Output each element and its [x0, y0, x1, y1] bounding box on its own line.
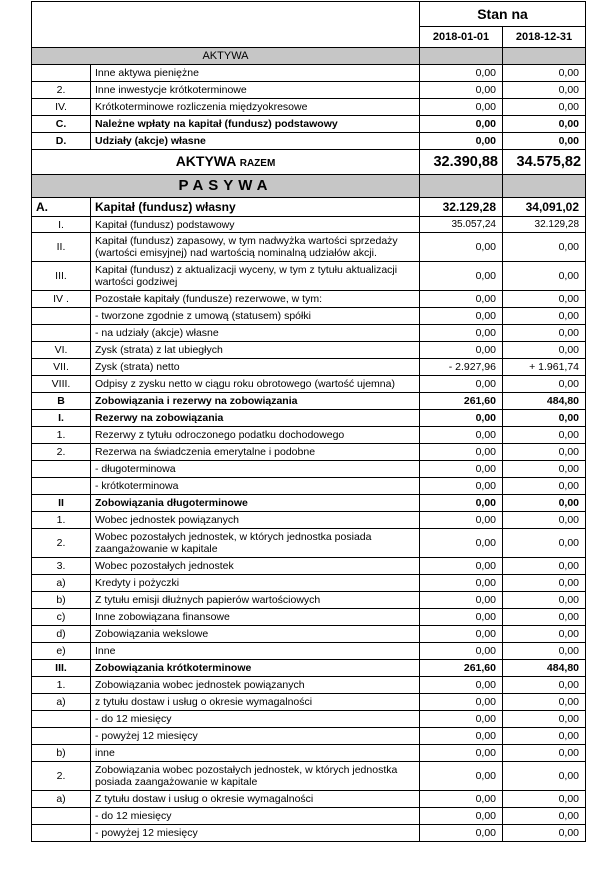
value-2018-12-31: 0,00 — [503, 592, 586, 609]
value-2018-01-01: - 2.927,96 — [420, 359, 503, 376]
value-2018-01-01: 0,00 — [420, 116, 503, 133]
table-row — [32, 325, 586, 342]
value-2018-12-31: 0,00 — [503, 308, 586, 325]
table-row — [32, 217, 586, 233]
value-2018-01-01: 0,00 — [420, 694, 503, 711]
value-2018-12-31: 0,00 — [503, 233, 586, 262]
value-2018-01-01: 0,00 — [420, 427, 503, 444]
value-2018-01-01: 0,00 — [420, 575, 503, 592]
value-2018-12-31: 32.129,28 — [503, 217, 586, 233]
row-number: a) — [32, 694, 91, 711]
table-row — [32, 808, 586, 825]
row-number — [32, 461, 91, 478]
row-number: IV . — [32, 291, 91, 308]
table-row — [32, 410, 586, 427]
table-row — [32, 342, 586, 359]
row-label: Odpisy z zysku netto w ciągu roku obrotowego (wartość ujemna) — [91, 376, 420, 393]
row-label: Wobec pozostałych jednostek, w których jednostka posiada zaangażowanie w kapitale — [91, 529, 420, 558]
row-label: - do 12 miesięcy — [91, 711, 420, 728]
row-number — [32, 711, 91, 728]
row-label: Zysk (strata) z lat ubiegłych — [91, 342, 420, 359]
value-2018-01-01: 0,00 — [420, 478, 503, 495]
aktywa-razem-main: AKTYWA — [175, 152, 236, 169]
value-2018-12-31: 0,00 — [503, 116, 586, 133]
value-2018-01-01: 0,00 — [420, 99, 503, 116]
value-2018-01-01: 0,00 — [420, 262, 503, 291]
value-2018-12-31: 0,00 — [503, 82, 586, 99]
row-number — [32, 825, 91, 842]
row-number: 2. — [32, 444, 91, 461]
row-label: Zobowiązania krótkoterminowe — [91, 660, 420, 677]
row-label: Rezerwy na zobowiązania — [91, 410, 420, 427]
table-row — [32, 461, 586, 478]
value-2018-12-31: 0,00 — [503, 728, 586, 745]
row-number: D. — [32, 133, 91, 150]
row-number: VI. — [32, 342, 91, 359]
row-label: Zobowiązania wobec pozostałych jednostek, w których jednostka posiada zaangażowanie w kapitale — [91, 762, 420, 791]
row-number: a) — [32, 575, 91, 592]
value-2018-01-01: 0,00 — [420, 677, 503, 694]
value-2018-01-01: 0,00 — [420, 512, 503, 529]
value-2018-01-01: 0,00 — [420, 643, 503, 660]
value-2018-12-31: 0,00 — [503, 291, 586, 308]
aktywa-section-row — [32, 48, 586, 65]
value-2018-01-01: 0,00 — [420, 745, 503, 762]
value-2018-01-01: 0,00 — [420, 444, 503, 461]
value-2018-12-31: 0,00 — [503, 694, 586, 711]
stan-na-header: Stan na — [420, 2, 586, 27]
aktywa-razem-row — [32, 150, 586, 175]
table-row — [32, 262, 586, 291]
aktywa-section-title: AKTYWA — [32, 48, 420, 65]
table-row — [32, 393, 586, 410]
value-2018-12-31: 0,00 — [503, 325, 586, 342]
row-label: Kapitał (fundusz) z aktualizacji wyceny, w tym z tytułu aktualizacji wartości godziwej — [91, 262, 420, 291]
value-2018-12-31: 34,091,02 — [503, 198, 586, 217]
row-number: I. — [32, 217, 91, 233]
table-row — [32, 529, 586, 558]
row-label: Inne zobowiązana finansowe — [91, 609, 420, 626]
table-row — [32, 233, 586, 262]
value-2018-12-31: 0,00 — [503, 609, 586, 626]
value-2018-01-01: 0,00 — [420, 376, 503, 393]
row-label: - powyżej 12 miesięcy — [91, 728, 420, 745]
table-row — [32, 677, 586, 694]
value-2018-12-31: 0,00 — [503, 410, 586, 427]
pasywa-section-fill-2 — [503, 175, 586, 198]
row-number: 1. — [32, 512, 91, 529]
value-2018-12-31: 0,00 — [503, 643, 586, 660]
row-number: VII. — [32, 359, 91, 376]
value-2018-12-31: 0,00 — [503, 99, 586, 116]
row-number: C. — [32, 116, 91, 133]
value-2018-01-01: 261,60 — [420, 660, 503, 677]
row-number: 1. — [32, 677, 91, 694]
row-label: Zobowiązania wobec jednostek powiązanych — [91, 677, 420, 694]
value-2018-01-01: 0,00 — [420, 133, 503, 150]
value-2018-12-31: 0,00 — [503, 745, 586, 762]
aktywa-section-fill-1 — [420, 48, 503, 65]
value-2018-12-31: 0,00 — [503, 133, 586, 150]
value-2018-12-31: 0,00 — [503, 762, 586, 791]
value-2018-12-31: 0,00 — [503, 461, 586, 478]
row-number: b) — [32, 745, 91, 762]
row-number: 2. — [32, 82, 91, 99]
row-label: - krótkoterminowa — [91, 478, 420, 495]
row-label: Kapitał (fundusz) zapasowy, w tym nadwyżka wartości sprzedaży (wartości emisyjnej) nad wartością nominalną udziałów akcji. — [91, 233, 420, 262]
value-2018-01-01: 0,00 — [420, 291, 503, 308]
value-2018-12-31: 0,00 — [503, 529, 586, 558]
row-label: Inne — [91, 643, 420, 660]
value-2018-01-01: 0,00 — [420, 808, 503, 825]
table-row — [32, 65, 586, 82]
row-number — [32, 478, 91, 495]
row-label: Zysk (strata) netto — [91, 359, 420, 376]
table-row — [32, 359, 586, 376]
value-2018-01-01: 0,00 — [420, 495, 503, 512]
table-row — [32, 558, 586, 575]
value-2018-12-31: 0,00 — [503, 626, 586, 643]
table-row — [32, 308, 586, 325]
row-label: Wobec jednostek powiązanych — [91, 512, 420, 529]
value-2018-12-31: 0,00 — [503, 262, 586, 291]
row-number: IV. — [32, 99, 91, 116]
value-2018-12-31: 484,80 — [503, 660, 586, 677]
value-2018-01-01: 0,00 — [420, 762, 503, 791]
table-row — [32, 626, 586, 643]
row-label: Kredyty i pożyczki — [91, 575, 420, 592]
value-2018-12-31: 0,00 — [503, 65, 586, 82]
row-label: Rezerwy z tytułu odroczonego podatku dochodowego — [91, 427, 420, 444]
value-2018-01-01: 0,00 — [420, 82, 503, 99]
value-2018-01-01: 32.129,28 — [420, 198, 503, 217]
value-2018-01-01: 0,00 — [420, 825, 503, 842]
value-2018-01-01: 261,60 — [420, 393, 503, 410]
header-row-stan — [32, 2, 586, 27]
row-number: II — [32, 495, 91, 512]
value-2018-12-31: + 1.961,74 — [503, 359, 586, 376]
row-number — [32, 728, 91, 745]
row-label: Należne wpłaty na kapitał (fundusz) podstawowy — [91, 116, 420, 133]
value-2018-01-01: 0,00 — [420, 626, 503, 643]
table-row — [32, 660, 586, 677]
value-2018-01-01: 0,00 — [420, 791, 503, 808]
row-number — [32, 65, 91, 82]
table-row — [32, 512, 586, 529]
row-label: Rezerwa na świadczenia emerytalne i podobne — [91, 444, 420, 461]
table-row — [32, 728, 586, 745]
table-row — [32, 791, 586, 808]
pasywa-section-row — [32, 175, 586, 198]
value-2018-12-31: 0,00 — [503, 558, 586, 575]
value-2018-01-01: 0,00 — [420, 410, 503, 427]
value-2018-12-31: 0,00 — [503, 342, 586, 359]
row-number: 2. — [32, 529, 91, 558]
row-label: Wobec pozostałych jednostek — [91, 558, 420, 575]
row-label: z tytułu dostaw i usług o okresie wymagalności — [91, 694, 420, 711]
table-row — [32, 762, 586, 791]
value-2018-01-01: 0,00 — [420, 728, 503, 745]
value-2018-01-01: 0,00 — [420, 342, 503, 359]
row-number: III. — [32, 660, 91, 677]
row-number: I. — [32, 410, 91, 427]
table-row — [32, 711, 586, 728]
aktywa-razem-label — [32, 150, 420, 175]
row-number: d) — [32, 626, 91, 643]
row-number: B — [32, 393, 91, 410]
row-label: Z tytułu dostaw i usług o okresie wymagalności — [91, 791, 420, 808]
table-row — [32, 643, 586, 660]
table-row — [32, 575, 586, 592]
value-2018-12-31: 0,00 — [503, 495, 586, 512]
aktywa-razem-sub: RAZEM — [239, 157, 276, 169]
table-row — [32, 694, 586, 711]
date-header-2: 2018-12-31 — [503, 27, 586, 48]
value-2018-01-01: 0,00 — [420, 609, 503, 626]
value-2018-01-01: 0,00 — [420, 325, 503, 342]
aktywa-razem-value-1: 32.390,88 — [420, 150, 503, 175]
header-blank-cell — [32, 2, 420, 48]
table-row — [32, 745, 586, 762]
table-row — [32, 116, 586, 133]
value-2018-12-31: 0,00 — [503, 711, 586, 728]
row-label: Zobowiązania i rezerwy na zobowiązania — [91, 393, 420, 410]
table-row — [32, 444, 586, 461]
value-2018-12-31: 0,00 — [503, 575, 586, 592]
aktywa-section-fill-2 — [503, 48, 586, 65]
row-number: c) — [32, 609, 91, 626]
row-label: Krótkoterminowe rozliczenia międzyokresowe — [91, 99, 420, 116]
value-2018-12-31: 0,00 — [503, 478, 586, 495]
row-number — [32, 808, 91, 825]
row-number: e) — [32, 643, 91, 660]
row-label: inne — [91, 745, 420, 762]
row-label: Zobowiązania wekslowe — [91, 626, 420, 643]
row-label: - tworzone zgodnie z umową (statusem) spółki — [91, 308, 420, 325]
value-2018-12-31: 0,00 — [503, 512, 586, 529]
row-label: - do 12 miesięcy — [91, 808, 420, 825]
value-2018-12-31: 484,80 — [503, 393, 586, 410]
table-row — [32, 291, 586, 308]
value-2018-12-31: 0,00 — [503, 791, 586, 808]
row-label: Udziały (akcje) własne — [91, 133, 420, 150]
row-label: Inne aktywa pieniężne — [91, 65, 420, 82]
row-number: II. — [32, 233, 91, 262]
row-label: - długoterminowa — [91, 461, 420, 478]
row-number — [32, 325, 91, 342]
value-2018-01-01: 0,00 — [420, 529, 503, 558]
aktywa-razem-value-2: 34.575,82 — [503, 150, 586, 175]
table-row — [32, 495, 586, 512]
value-2018-12-31: 0,00 — [503, 677, 586, 694]
value-2018-12-31: 0,00 — [503, 427, 586, 444]
row-label: - powyżej 12 miesięcy — [91, 825, 420, 842]
value-2018-01-01: 0,00 — [420, 592, 503, 609]
date-header-1: 2018-01-01 — [420, 27, 503, 48]
row-number: a) — [32, 791, 91, 808]
kapital-wlasny-row — [32, 198, 586, 217]
row-number: A. — [32, 198, 91, 217]
row-label: Z tytułu emisji dłużnych papierów wartościowych — [91, 592, 420, 609]
balance-sheet-table — [31, 1, 586, 842]
value-2018-01-01: 0,00 — [420, 558, 503, 575]
table-row — [32, 478, 586, 495]
pasywa-section-fill-1 — [420, 175, 503, 198]
value-2018-12-31: 0,00 — [503, 444, 586, 461]
table-row — [32, 825, 586, 842]
row-number — [32, 308, 91, 325]
table-row — [32, 609, 586, 626]
row-number: III. — [32, 262, 91, 291]
value-2018-01-01: 0,00 — [420, 711, 503, 728]
value-2018-12-31: 0,00 — [503, 808, 586, 825]
value-2018-01-01: 0,00 — [420, 461, 503, 478]
row-number: 3. — [32, 558, 91, 575]
row-label: Inne inwestycje krótkoterminowe — [91, 82, 420, 99]
row-number: VIII. — [32, 376, 91, 393]
table-row — [32, 133, 586, 150]
row-label: Kapitał (fundusz) podstawowy — [91, 217, 420, 233]
value-2018-01-01: 35.057,24 — [420, 217, 503, 233]
table-row — [32, 376, 586, 393]
row-label: Zobowiązania długoterminowe — [91, 495, 420, 512]
value-2018-01-01: 0,00 — [420, 65, 503, 82]
table-row — [32, 99, 586, 116]
pasywa-section-title: PASYWA — [32, 175, 420, 198]
table-row — [32, 427, 586, 444]
value-2018-01-01: 0,00 — [420, 308, 503, 325]
row-label: Kapitał (fundusz) własny — [91, 198, 420, 217]
table-row — [32, 82, 586, 99]
table-row — [32, 592, 586, 609]
value-2018-12-31: 0,00 — [503, 376, 586, 393]
row-number: 1. — [32, 427, 91, 444]
row-label: - na udziały (akcje) własne — [91, 325, 420, 342]
value-2018-12-31: 0,00 — [503, 825, 586, 842]
value-2018-01-01: 0,00 — [420, 233, 503, 262]
row-number: 2. — [32, 762, 91, 791]
row-number: b) — [32, 592, 91, 609]
row-label: Pozostałe kapitały (fundusze) rezerwowe, w tym: — [91, 291, 420, 308]
